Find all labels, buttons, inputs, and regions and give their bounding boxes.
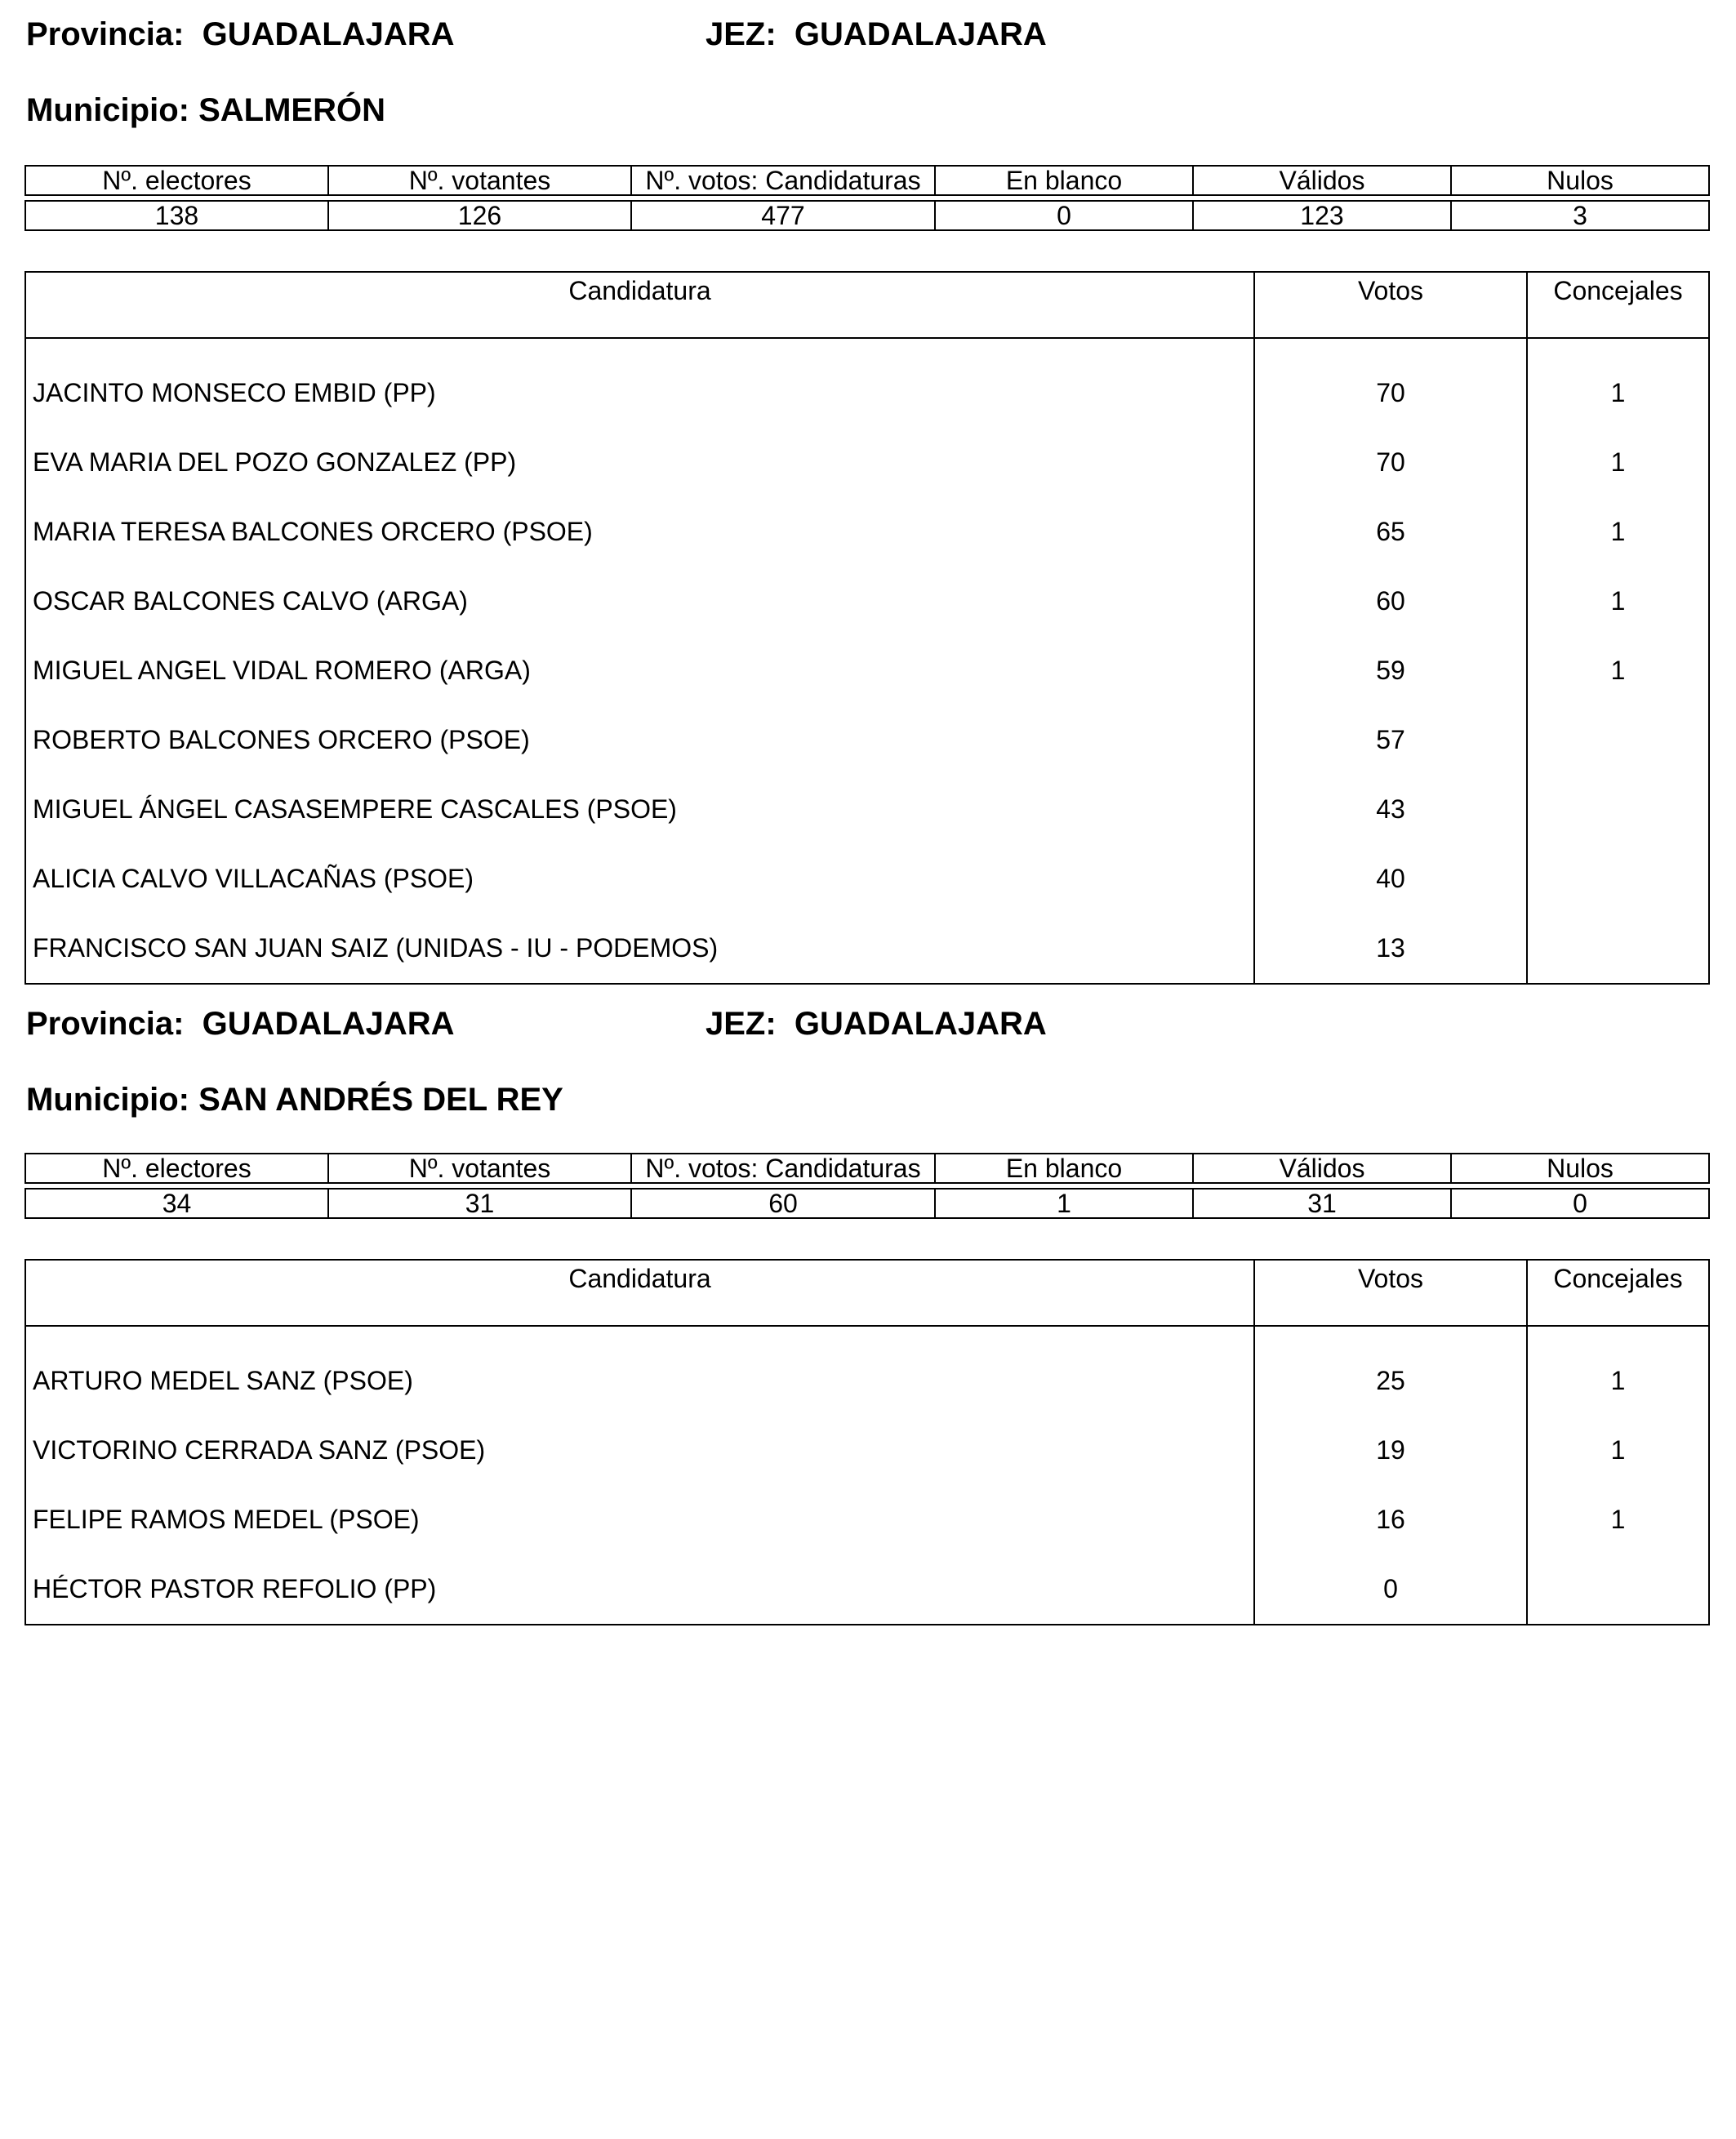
candidate-votes: 0 xyxy=(1254,1554,1527,1625)
candidate-concejales: 1 xyxy=(1527,428,1709,497)
municipio-value: SAN ANDRÉS DEL REY xyxy=(198,1082,563,1118)
municipio-section-1 xyxy=(24,0,1708,963)
header-en-blanco: En blanco xyxy=(935,166,1193,195)
summary-header-row xyxy=(25,1154,1709,1183)
header-nulos: Nulos xyxy=(1451,166,1709,195)
candidate-name: JACINTO MONSECO EMBID (PP) xyxy=(25,338,1254,428)
table-row xyxy=(25,914,1709,984)
provincia-line xyxy=(26,1006,455,1043)
provincia-value: GUADALAJARA xyxy=(202,1006,455,1042)
candidate-name: VICTORINO CERRADA SANZ (PSOE) xyxy=(25,1416,1254,1485)
jez-line xyxy=(706,1006,1047,1043)
candidate-votes: 40 xyxy=(1254,844,1527,914)
table-row xyxy=(25,1554,1709,1625)
municipio-line xyxy=(26,1082,563,1118)
municipio-label: Municipio: xyxy=(26,1082,189,1118)
candidate-votes: 43 xyxy=(1254,775,1527,844)
candidate-name: MIGUEL ANGEL VIDAL ROMERO (ARGA) xyxy=(25,636,1254,705)
candidate-concejales: 1 xyxy=(1527,497,1709,567)
candidate-concejales xyxy=(1527,775,1709,844)
summary-header-row xyxy=(25,166,1709,195)
candidate-name: OSCAR BALCONES CALVO (ARGA) xyxy=(25,567,1254,636)
col-votos: Votos xyxy=(1254,1260,1527,1326)
candidate-concejales xyxy=(1527,914,1709,984)
provincia-line xyxy=(26,16,455,53)
table-row xyxy=(25,567,1709,636)
municipio-section-2 xyxy=(24,988,1708,1641)
candidate-votes: 59 xyxy=(1254,636,1527,705)
header-en-blanco: En blanco xyxy=(935,1154,1193,1183)
table-row xyxy=(25,1485,1709,1554)
provincia-label: Provincia: xyxy=(26,1006,185,1042)
municipio-value: SALMERÓN xyxy=(198,92,385,128)
jez-label: JEZ: xyxy=(706,16,777,52)
candidate-name: MIGUEL ÁNGEL CASASEMPERE CASCALES (PSOE) xyxy=(25,775,1254,844)
table-row xyxy=(25,497,1709,567)
table-row xyxy=(25,844,1709,914)
candidate-votes: 13 xyxy=(1254,914,1527,984)
summary-values-table xyxy=(24,200,1710,231)
candidate-votes: 57 xyxy=(1254,705,1527,775)
header-nulos: Nulos xyxy=(1451,1154,1709,1183)
candidate-concejales: 1 xyxy=(1527,1485,1709,1554)
header-votos-candidaturas: Nº. votos: Candidaturas xyxy=(631,1154,935,1183)
value-electores: 34 xyxy=(25,1189,328,1218)
table-row xyxy=(25,705,1709,775)
value-nulos: 0 xyxy=(1451,1189,1709,1218)
candidate-concejales: 1 xyxy=(1527,1416,1709,1485)
candidate-concejales: 1 xyxy=(1527,338,1709,428)
candidate-concejales: 1 xyxy=(1527,636,1709,705)
table-row xyxy=(25,338,1709,428)
candidate-votes: 60 xyxy=(1254,567,1527,636)
candidate-concejales xyxy=(1527,844,1709,914)
col-concejales: Concejales xyxy=(1527,1260,1709,1326)
candidates-header-row xyxy=(25,1260,1709,1326)
summary-values-row xyxy=(25,201,1709,230)
candidate-votes: 70 xyxy=(1254,428,1527,497)
header-validos: Válidos xyxy=(1193,1154,1451,1183)
candidate-votes: 19 xyxy=(1254,1416,1527,1485)
summary-table xyxy=(24,1153,1710,1184)
col-candidatura: Candidatura xyxy=(25,1260,1254,1326)
jez-line xyxy=(706,16,1047,53)
col-candidatura: Candidatura xyxy=(25,272,1254,338)
jez-label: JEZ: xyxy=(706,1006,777,1042)
value-en-blanco: 0 xyxy=(935,201,1193,230)
header-votantes: Nº. votantes xyxy=(328,1154,631,1183)
value-validos: 123 xyxy=(1193,201,1451,230)
candidate-votes: 70 xyxy=(1254,338,1527,428)
candidate-name: ALICIA CALVO VILLACAÑAS (PSOE) xyxy=(25,844,1254,914)
header-validos: Válidos xyxy=(1193,166,1451,195)
table-row xyxy=(25,1326,1709,1416)
value-electores: 138 xyxy=(25,201,328,230)
value-validos: 31 xyxy=(1193,1189,1451,1218)
summary-table xyxy=(24,165,1710,196)
jez-value: GUADALAJARA xyxy=(794,16,1047,52)
summary-values-row xyxy=(25,1189,1709,1218)
jez-value: GUADALAJARA xyxy=(794,1006,1047,1042)
value-nulos: 3 xyxy=(1451,201,1709,230)
candidate-votes: 65 xyxy=(1254,497,1527,567)
municipio-label: Municipio: xyxy=(26,92,189,128)
provincia-value: GUADALAJARA xyxy=(202,16,455,52)
table-row xyxy=(25,1416,1709,1485)
table-row xyxy=(25,636,1709,705)
col-votos: Votos xyxy=(1254,272,1527,338)
value-votos-candidaturas: 60 xyxy=(631,1189,935,1218)
candidate-votes: 16 xyxy=(1254,1485,1527,1554)
candidates-table xyxy=(24,1259,1710,1625)
candidate-name: MARIA TERESA BALCONES ORCERO (PSOE) xyxy=(25,497,1254,567)
value-votantes: 126 xyxy=(328,201,631,230)
candidate-name: FRANCISCO SAN JUAN SAIZ (UNIDAS - IU - PODEMOS) xyxy=(25,914,1254,984)
candidate-concejales: 1 xyxy=(1527,1326,1709,1416)
value-votantes: 31 xyxy=(328,1189,631,1218)
candidates-table xyxy=(24,271,1710,985)
header-electores: Nº. electores xyxy=(25,166,328,195)
col-concejales: Concejales xyxy=(1527,272,1709,338)
header-electores: Nº. electores xyxy=(25,1154,328,1183)
candidate-name: FELIPE RAMOS MEDEL (PSOE) xyxy=(25,1485,1254,1554)
candidates-header-row xyxy=(25,272,1709,338)
candidate-votes: 25 xyxy=(1254,1326,1527,1416)
candidate-concejales xyxy=(1527,705,1709,775)
value-en-blanco: 1 xyxy=(935,1189,1193,1218)
candidate-name: ROBERTO BALCONES ORCERO (PSOE) xyxy=(25,705,1254,775)
header-votos-candidaturas: Nº. votos: Candidaturas xyxy=(631,166,935,195)
candidate-name: HÉCTOR PASTOR REFOLIO (PP) xyxy=(25,1554,1254,1625)
candidate-concejales: 1 xyxy=(1527,567,1709,636)
candidate-concejales xyxy=(1527,1554,1709,1625)
provincia-label: Provincia: xyxy=(26,16,185,52)
value-votos-candidaturas: 477 xyxy=(631,201,935,230)
candidate-name: EVA MARIA DEL POZO GONZALEZ (PP) xyxy=(25,428,1254,497)
summary-values-table xyxy=(24,1188,1710,1219)
table-row xyxy=(25,775,1709,844)
table-row xyxy=(25,428,1709,497)
municipio-line xyxy=(26,92,385,129)
header-votantes: Nº. votantes xyxy=(328,166,631,195)
candidate-name: ARTURO MEDEL SANZ (PSOE) xyxy=(25,1326,1254,1416)
